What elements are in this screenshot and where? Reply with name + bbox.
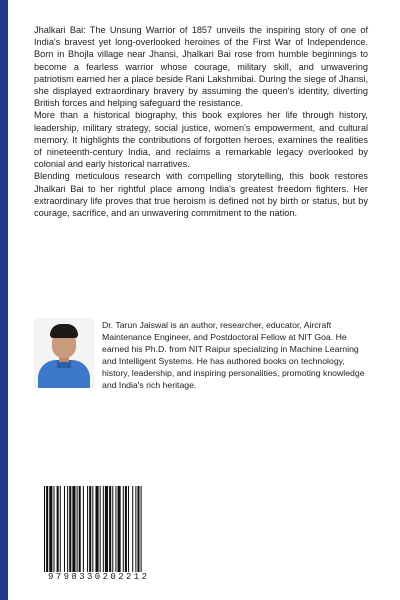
barcode-icon	[44, 486, 206, 572]
blurb-paragraph-2: More than a historical biography, this book explores her life through history, leadership, military strategy, social justice, women's empowerment, and cultural memory. It highlights the contributions of forgotten heroes, examines the realities of nineteenth-century India, and reclaims a remarkable legacy overlooked by colonial and early historical narratives.	[34, 110, 368, 170]
isbn-digits: 9798330202212	[48, 572, 150, 582]
author-bio: Dr. Tarun Jaiswal is an author, researcher, educator, Aircraft Maintenance Engineer, and Postdoctoral Fellow at NIT Goa. He earned his Ph.D. from NIT Raipur specializing in Machine Learning and Intelligent Systems. He has authored books on technology, history, leadership, and inspiring personalities, promoting knowledge and India's rich heritage.	[102, 320, 365, 390]
back-cover-blurb	[34, 24, 368, 219]
author-photo	[34, 318, 94, 388]
blurb-paragraph-1: Jhalkari Bai: The Unsung Warrior of 1857 unveils the inspiring story of one of India's bravest yet long-overlooked heroines of the First War of Independence. Born in Bhojla village near Jhansi, Jhalkari Bai rose from humble beginnings to become a fearless warrior whose courage, military skill, and unwavering patriotism earned her a place beside Rani Lakshmibai. During the siege of Jhansi, she displayed extraordinary bravery by assuming the queen's identity, diverting British forces and helping safeguard the resistance.	[34, 25, 368, 109]
author-section	[34, 318, 370, 391]
blurb-paragraph-3: Blending meticulous research with compelling storytelling, this book restores Jhalkari Bai to her rightful place among India's greatest freedom fighters. Her extraordinary life proves that true heroism is defined not by birth or status, but by courage, sacrifice, and an unwavering commitment to the nation.	[34, 171, 368, 219]
spine-stripe	[0, 0, 8, 600]
isbn-barcode-box	[36, 482, 214, 586]
